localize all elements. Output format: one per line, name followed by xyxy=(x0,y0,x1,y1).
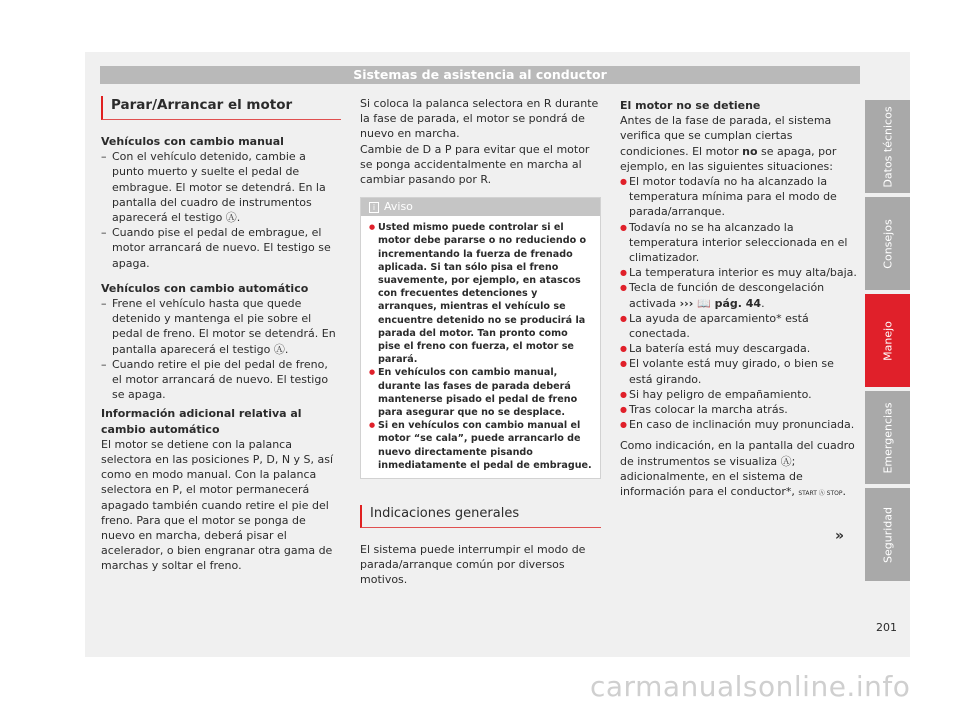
info-icon: i xyxy=(369,202,379,213)
list-item: ● La batería está muy descargada. xyxy=(620,341,860,356)
tab-manejo[interactable]: Manejo xyxy=(865,294,910,387)
watermark: carmanualsonline.info xyxy=(590,670,911,703)
page-number: 201 xyxy=(876,621,897,634)
list-item: – Cuando retire el pie del pedal de freno, el motor arrancará de nuevo. El testigo se apaga. xyxy=(101,357,341,403)
paragraph: El sistema puede interrumpir el modo de parada/arranque común por diversos motivos. xyxy=(360,543,586,587)
notice-item: ● Si en vehículos con cambio manual el motor “se cala”, puede arrancarlo de nuevo directamente pisando inmediatamente el pedal de embrague. xyxy=(369,419,592,472)
column-left xyxy=(101,96,341,574)
notice-box xyxy=(360,197,601,479)
list-item: ● En caso de inclinación muy pronunciada. xyxy=(620,417,860,432)
subheading-no-stop: El motor no se detiene xyxy=(620,99,761,112)
list-item: ● El motor todavía no ha alcanzado la temperatura mínima para el modo de parada/arranque. xyxy=(620,174,860,220)
paragraph: Como indicación, en la pantalla del cuadro de instrumentos se visualiza Ⓐ; adicionalmente, en el sistema de información para el conductor*, START Ⓐ STOP. xyxy=(620,439,855,499)
section-title: Parar/Arrancar el motor xyxy=(101,96,341,120)
notice-title: Aviso xyxy=(384,200,413,214)
list-item: – Frene el vehículo hasta que quede detenido y mantenga el pie sobre el pedal de freno. El motor se detendrá. En pantalla aparecerá el testigo Ⓐ. xyxy=(101,296,341,357)
list-item: ● Todavía no se ha alcanzado la temperatura interior seleccionada en el climatizador. xyxy=(620,220,860,266)
paragraph: El motor se detiene con la palanca selectora en las posiciones P, D, N y S, así como en modo manual. Con la palanca selectora en P, el motor permanecerá apagado también cuando retire el pie del freno. Para que el motor se ponga de nuevo en marcha, deberá pisar el acelerador, o bien engranar otra gama de marchas y soltar el freno. xyxy=(101,437,334,573)
list-item: – Con el vehículo detenido, cambie a punto muerto y suelte el pedal de embrague. El motor se detendrá. En la pantalla del cuadro de instrumentos aparecerá el testigo Ⓐ. xyxy=(101,149,341,225)
notice-header xyxy=(361,198,600,216)
subheading-manual: Vehículos con cambio manual xyxy=(101,135,284,148)
list-item: ● La temperatura interior es muy alta/baja. xyxy=(620,265,860,280)
tab-emergencias[interactable]: Emergencias xyxy=(865,391,910,484)
tab-seguridad[interactable]: Seguridad xyxy=(865,488,910,581)
paragraph-intro: Antes de la fase de parada, el sistema verifica que se cumplan ciertas condiciones. El motor no se apaga, por ejemplo, en las siguientes situaciones: xyxy=(620,114,837,173)
page-header: Sistemas de asistencia al conductor xyxy=(100,66,860,84)
page-reference-link[interactable]: ››› 📖 pág. 44 xyxy=(679,296,762,310)
column-right xyxy=(620,96,860,501)
notice-body xyxy=(361,216,600,478)
list-item: – Cuando pise el pedal de embrague, el motor arrancará de nuevo. El testigo se apaga. xyxy=(101,225,341,271)
list-item: ● Tras colocar la marcha atrás. xyxy=(620,402,860,417)
paragraph: Si coloca la palanca selectora en R durante la fase de parada, el motor se pondrá de nuevo en marcha. xyxy=(360,97,599,141)
tab-consejos[interactable]: Consejos xyxy=(865,197,910,290)
subheading-automatic: Vehículos con cambio automático xyxy=(101,281,309,295)
paragraph: Cambie de D a P para evitar que el motor se ponga accidentalmente en marcha al cambiar pasando por R. xyxy=(360,142,590,187)
start-stop-icon: START Ⓐ STOP xyxy=(798,490,843,498)
list-item: ● Si hay peligro de empañamiento. xyxy=(620,387,860,402)
column-middle xyxy=(360,96,601,588)
continue-arrow-icon: » xyxy=(835,528,845,544)
notice-item: ● En vehículos con cambio manual, durante las fases de parada deberá mantenerse pisado el pedal de freno para asegurar que no se desplace. xyxy=(369,366,592,419)
notice-item: ● Usted mismo puede controlar si el motor debe pararse o no reduciendo o incrementando la fuerza de frenado aplicada. Si tan sólo pisa el freno suavemente, por ejemplo, en atascos con frecuentes detenciones y arranques, mientras el vehículo se encuentre detenido no se producirá la parada del motor. Tan pronto como pise el freno con fuerza, el motor se parará. xyxy=(369,221,592,366)
tab-datos-tecnicos[interactable]: Datos técnicos xyxy=(865,100,910,193)
list-item: ● El volante está muy girado, o bien se está girando. xyxy=(620,356,860,386)
section-title-general: Indicaciones generales xyxy=(360,505,601,528)
list-item: ● Tecla de función de descongelación activada ››› 📖 pág. 44. xyxy=(620,280,860,310)
subheading-info: Información adicional relativa al cambio automático xyxy=(101,407,302,436)
list-item: ● La ayuda de aparcamiento* está conectada. xyxy=(620,311,860,341)
